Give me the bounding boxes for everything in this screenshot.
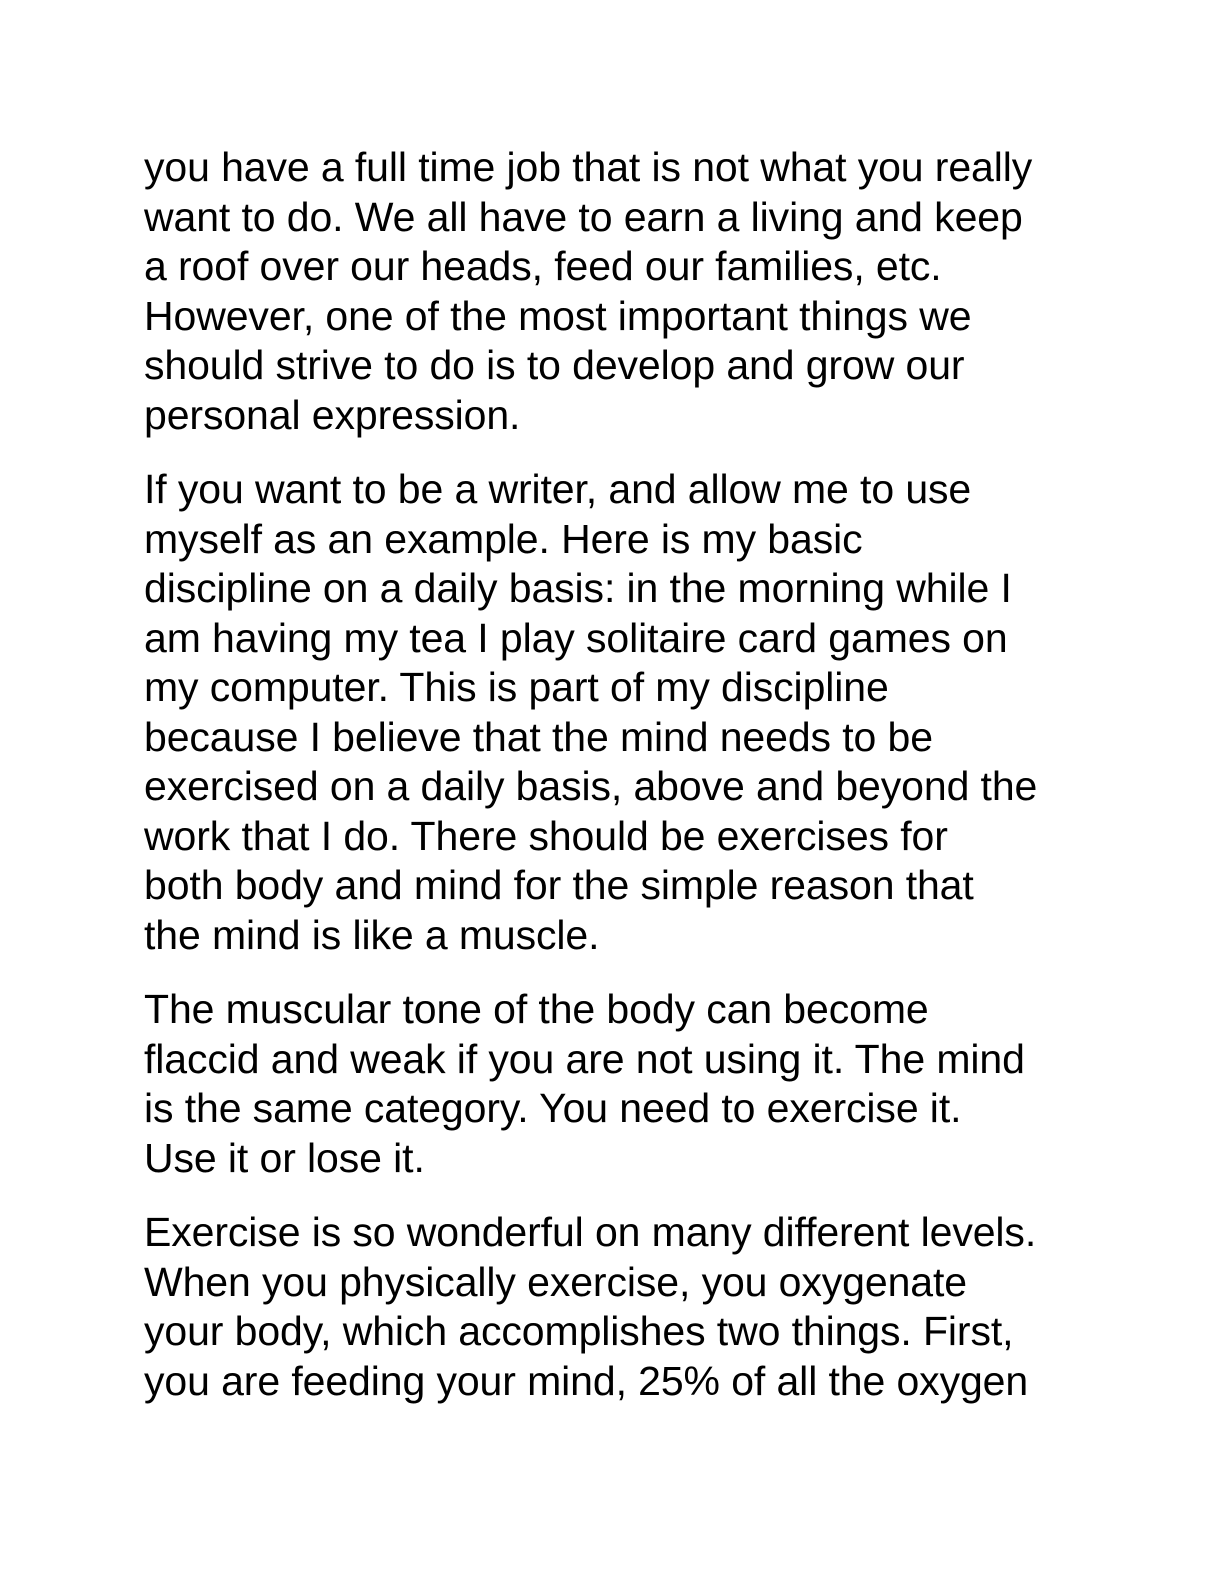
text-line: you have a full time job that is not what you really [144,144,1033,190]
text-line: Use it or lose it. [144,1134,425,1181]
text-line: work that I do. There should be exercises for [144,812,948,859]
text-line: is the same category. You need to exercise it. [144,1085,962,1131]
paragraph-1 [144,143,1104,440]
text-line: If you want to be a writer, and allow me to use [144,466,972,512]
text-line: Exercise is so wonderful on many different levels. [144,1209,1037,1255]
text-line: both body and mind for the simple reason that [144,862,974,908]
text-line: because I believe that the mind needs to be [144,713,933,760]
paragraph-3 [144,985,1104,1183]
text-line: the mind is like a muscle. [144,911,600,958]
text-line: my computer. This is part of my discipline [144,664,889,710]
text-line: want to do. We all have to earn a living and keep [144,193,1023,240]
text-line: am having my tea I play solitaire card games on [144,614,1008,661]
text-line: exercised on a daily basis, above and beyond the [144,763,1038,809]
text-line: The muscular tone of the body can become [144,986,929,1032]
text-line: When you physically exercise, you oxygenate [144,1258,967,1305]
text-line: you are feeding your mind, 25% of all the oxygen [144,1357,1029,1404]
text-line: a roof over our heads, feed our families, etc. [144,243,942,289]
text-line: discipline on a daily basis: in the morning while I [144,565,1012,611]
paragraph-2 [144,465,1104,960]
text-line: your body, which accomplishes two things. First, [144,1308,1014,1354]
text-line: myself as an example. Here is my basic [144,515,863,562]
text-line: flaccid and weak if you are not using it. The mind [144,1035,1025,1082]
text-line: personal expression. [144,391,521,438]
text-line: should strive to do is to develop and grow our [144,342,965,388]
document-body [144,143,1104,1431]
text-line: However, one of the most important things we [144,292,972,339]
paragraph-4 [144,1208,1104,1406]
